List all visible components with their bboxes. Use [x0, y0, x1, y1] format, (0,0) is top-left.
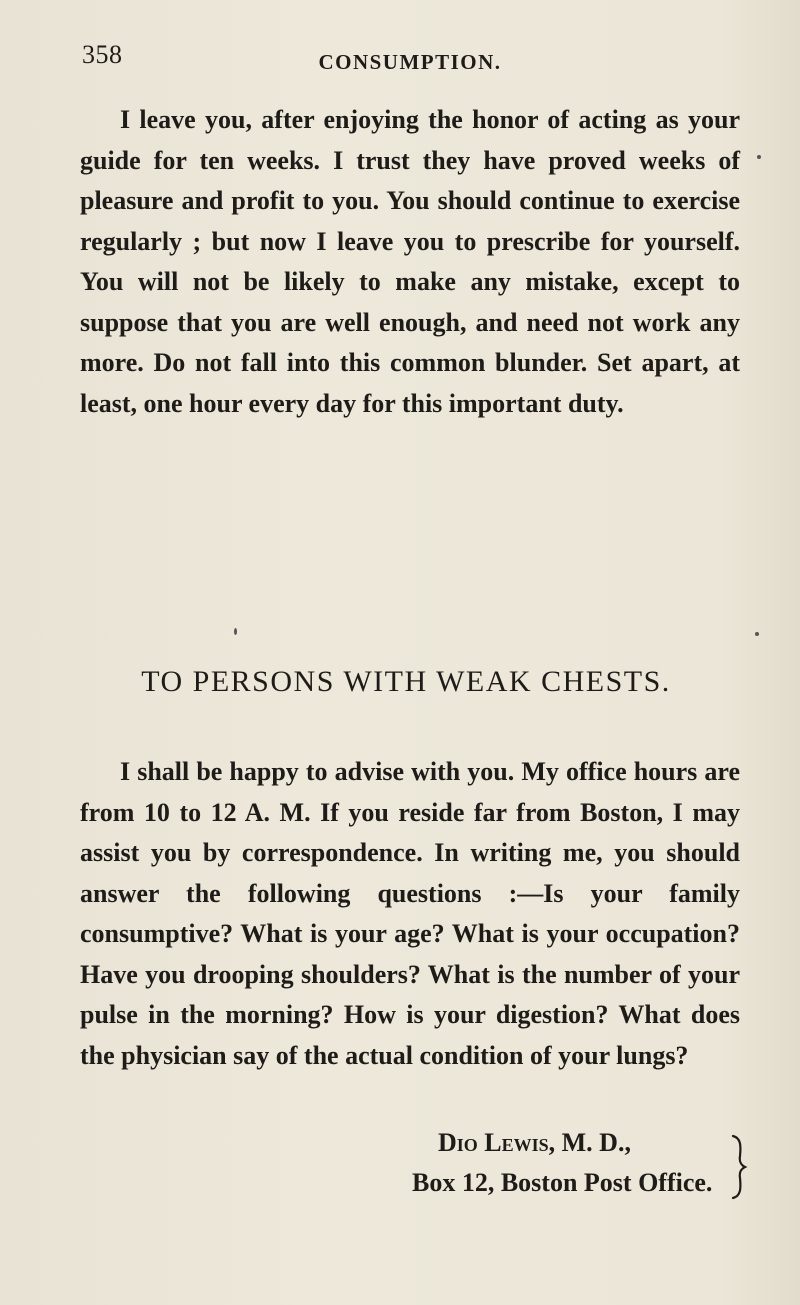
closing-paragraph: I leave you, after enjoying the honor of acting as your guide for ten weeks. I trust they have proved weeks of pleasure and profit to you. You should continue to exercise regularly ; but now I leave you to prescribe for yourself. You will not be likely to make any mistake, except to suppose that you are well enough, and need not work any more. Do not fall into this common blunder. Set apart, at least, one hour every day for this important duty.: [80, 105, 740, 418]
advice-paragraph-block: [80, 752, 740, 1076]
signature-name: Dio Lewis, M. D.,: [438, 1128, 631, 1157]
paper-speck: [757, 155, 761, 159]
running-head: CONSUMPTION.: [318, 50, 502, 74]
signature-address: Box 12, Boston Post Office.: [412, 1168, 713, 1197]
signature-brace-icon: [730, 1132, 748, 1202]
paper-speck: [755, 632, 759, 636]
paper-speck: [234, 628, 237, 635]
page-number: 358: [82, 40, 123, 69]
advice-paragraph: I shall be happy to advise with you. My office hours are from 10 to 12 A. M. If you reside far from Boston, I may assist you by correspondence. In writing me, you should answer the following questions :—Is your family consumptive? What is your age? What is your occupation? Have you drooping shoulders? What is the number of your pulse in the morning? How is your digestion? What does the physician say of the actual condition of your lungs?: [80, 757, 740, 1070]
closing-paragraph-block: [80, 100, 740, 424]
section-heading: TO PERSONS WITH WEAK CHESTS.: [141, 665, 671, 698]
